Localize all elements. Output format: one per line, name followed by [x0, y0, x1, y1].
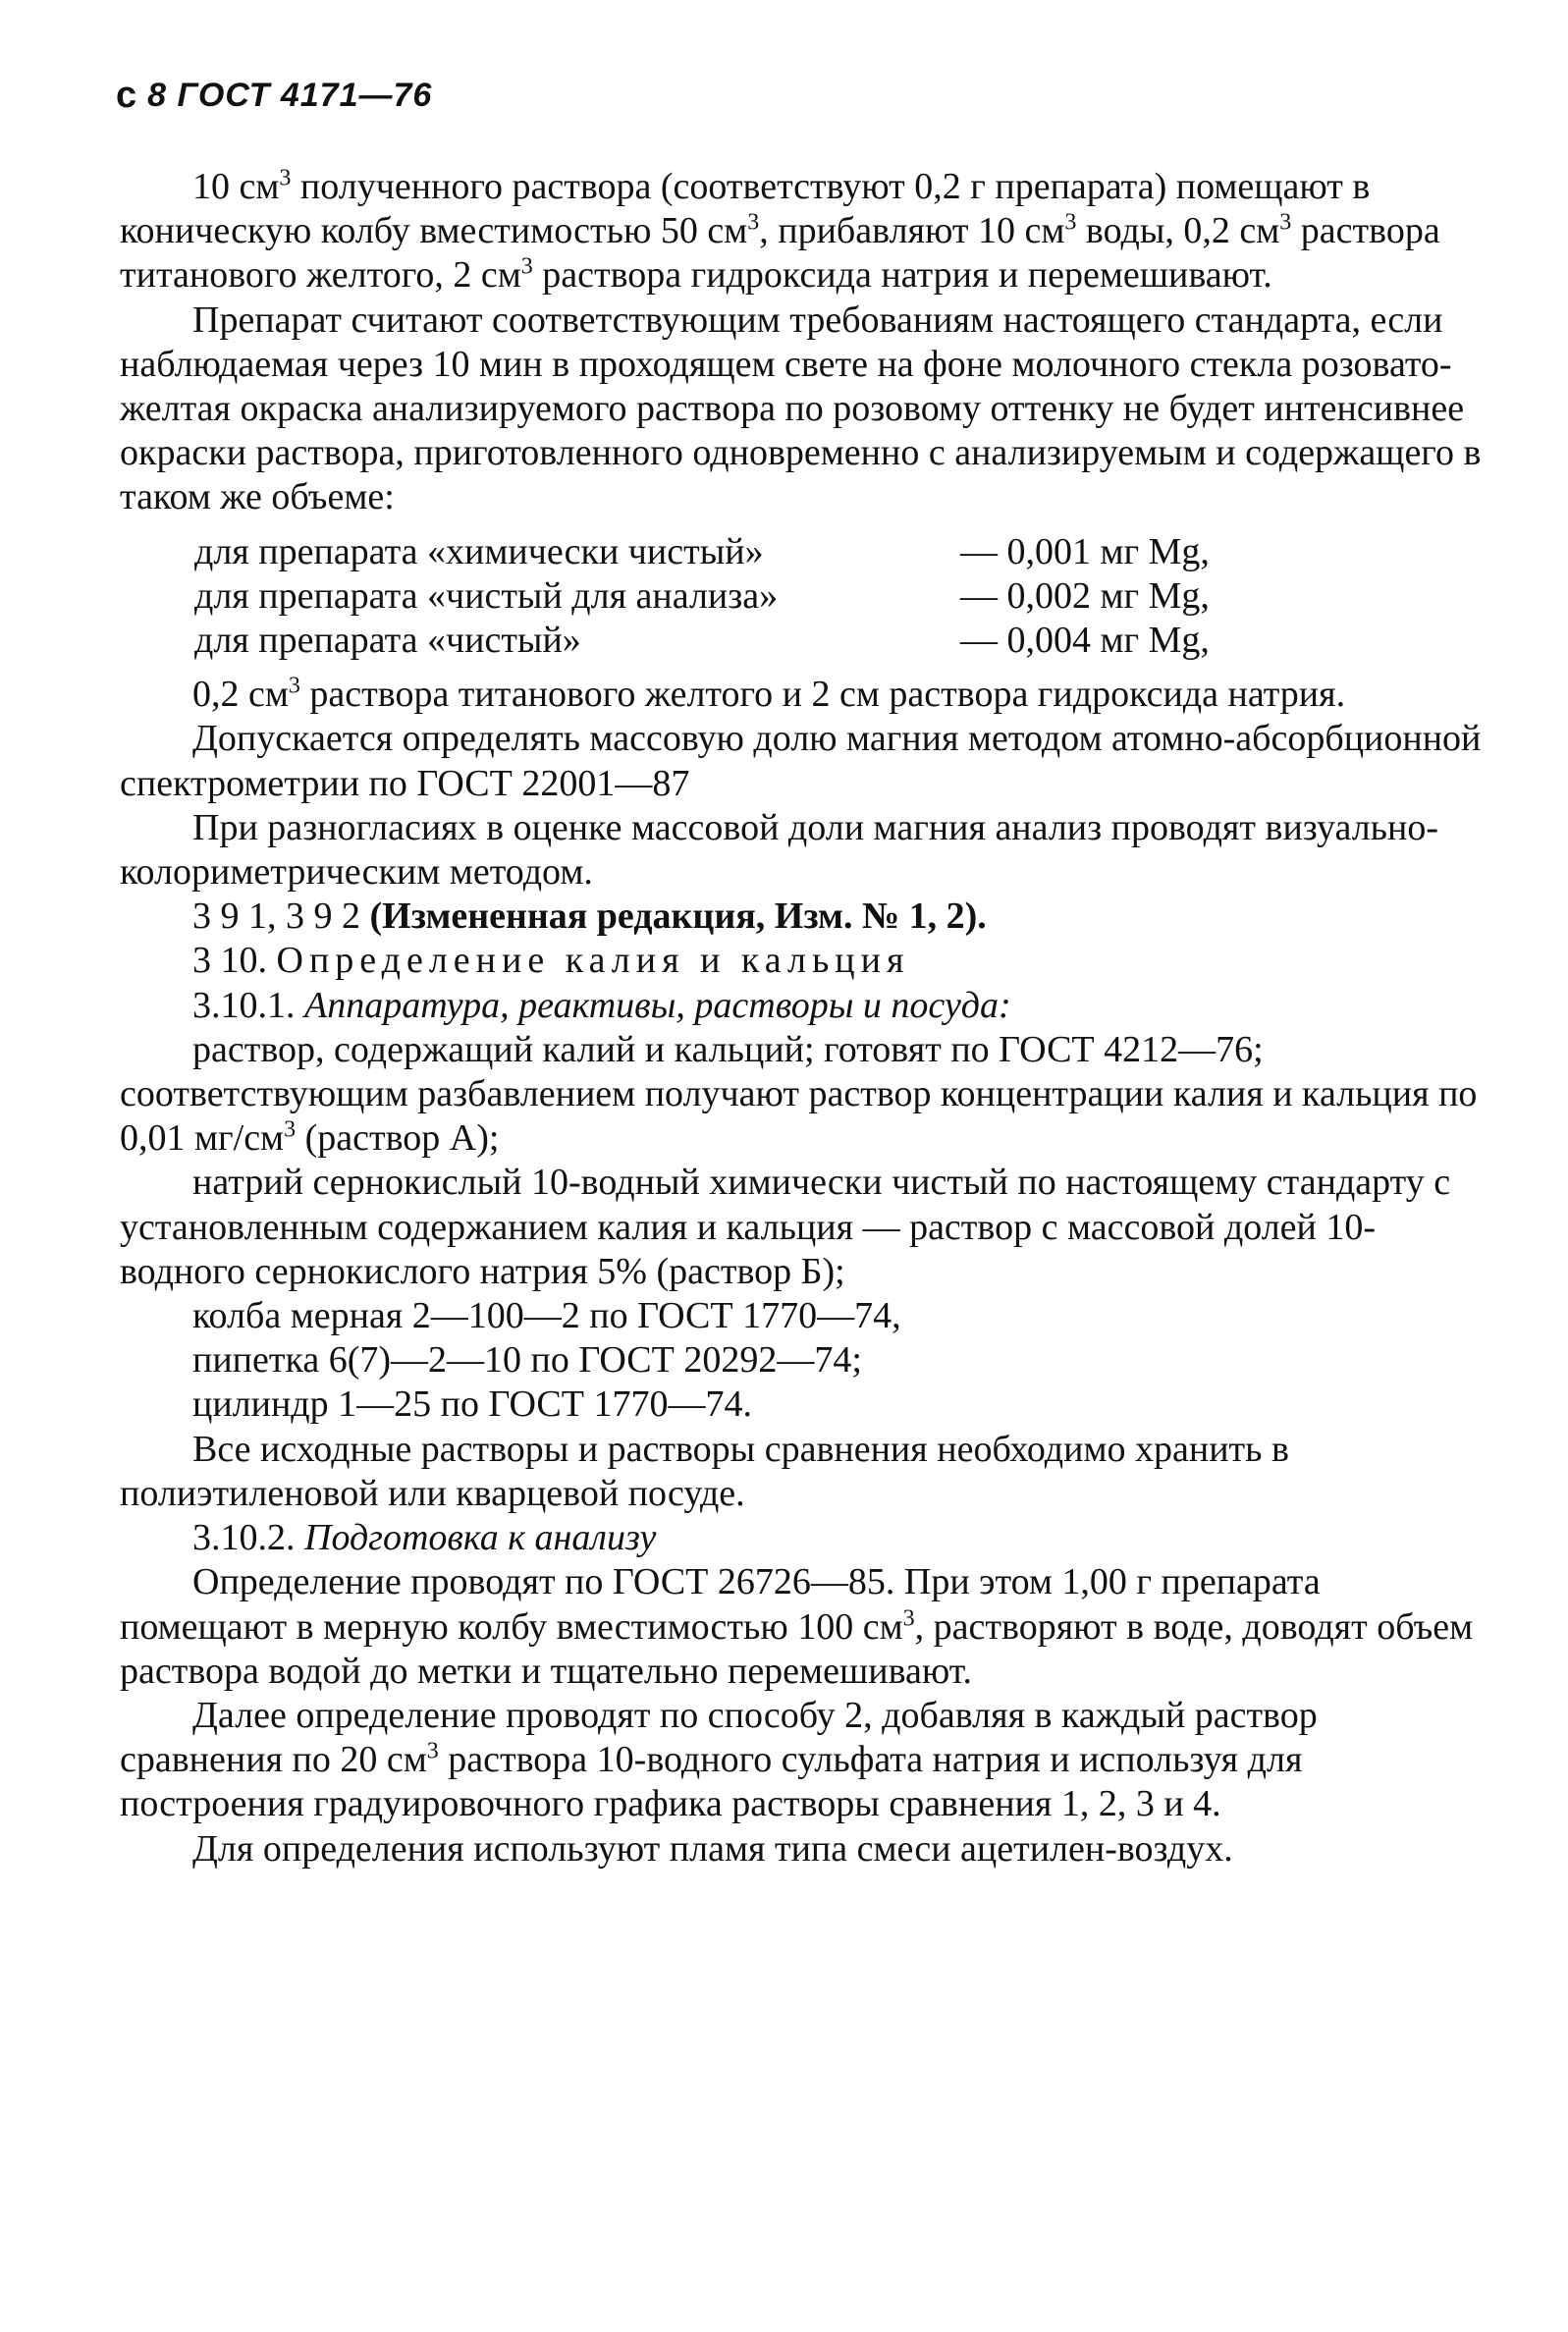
list-item: [194, 574, 1487, 619]
paragraph-9: [120, 1028, 1487, 1162]
section-number: 3 9 1, 3 9 2: [192, 895, 360, 938]
paragraph-18: Для определения используют пламя типа смеси ацетилен-воздух.: [192, 1827, 1233, 1870]
header-mark: с: [116, 75, 138, 116]
paragraph-3: [120, 673, 1487, 717]
p1-part-c: , прибавляют 10 см: [759, 210, 1065, 252]
p1-part-d: воды, 0,2 см: [1076, 210, 1280, 252]
p3-part-a: 0,2 см: [192, 674, 289, 716]
list-item-label: для препарата «чистый»: [194, 620, 581, 662]
paragraph-1: [120, 165, 1487, 298]
list-item-value: — 0,002 мг Mg,: [960, 574, 1210, 617]
p9-part-a: раствор, содержащий калий и кальций; готовят по ГОСТ 4212—76; соответствующим разбавлением получают раствор концентрации калия и кальция по 0,01 мг/см: [120, 1028, 1478, 1160]
section-title: Определение калия и кальция: [276, 940, 910, 982]
paragraph-8: [120, 984, 1487, 1028]
paragraph-2: Препарат считают соответствующим требованиям настоящего стандарта, если наблюдаемая через 10 мин в проходящем свете на фоне молочного стекла розовато-желтая окраска анализируемого раствора по розовому оттенку не будет интенсивнее окраски раствора, приготовленного одновременно с анализируемым и содержащего в таком же объеме:: [120, 298, 1482, 518]
p1-part-f: раствора гидроксида натрия и перемешивают.: [532, 254, 1272, 297]
paragraph-7: [120, 939, 1487, 983]
p3-part-b: раствора титанового желтого и 2 см раствора гидроксида натрия.: [299, 674, 1346, 716]
paragraph-17: [120, 1694, 1487, 1827]
list-item: [194, 619, 1487, 663]
limits-list: [194, 530, 1487, 664]
p3-sup: 3: [288, 673, 300, 699]
list-item-value: — 0,004 мг Mg,: [960, 620, 1210, 662]
p1-sup-1: 3: [279, 165, 292, 191]
p1-part-a: 10 см: [192, 166, 280, 207]
p16-part-b: , растворяют в воде, доводят объем раствора водой до метки и тщательно перемешивают.: [120, 1605, 1474, 1692]
paragraph-14: Все исходные растворы и растворы сравнения необходимо хранить в полиэтиленовой или кварцевой посуде.: [120, 1428, 1289, 1514]
p1-part-e: раствора титанового желтого, 2 см: [120, 210, 1440, 297]
paragraph-11: колба мерная 2—100—2 по ГОСТ 1770—74,: [192, 1295, 901, 1337]
p9-part-b: (раствор А);: [296, 1117, 500, 1160]
p17-part-b: раствора 10-водного сульфата натрия и используя для построения градуировочного графика растворы сравнения 1, 2, 3 и 4.: [120, 1739, 1303, 1825]
list-item-value: — 0,001 мг Mg,: [960, 530, 1210, 572]
p1-sup-2: 3: [747, 209, 760, 236]
subsection-title: Подготовка к анализу: [304, 1517, 657, 1559]
p1-sup-5: 3: [520, 253, 533, 280]
page-header: [116, 75, 432, 117]
paragraph-16: [120, 1560, 1487, 1694]
p1-sup-3: 3: [1064, 209, 1077, 236]
paragraph-6: [120, 895, 1487, 939]
header-text: 8 ГОСТ 4171—76: [147, 77, 433, 114]
section-number: 3.10.2.: [192, 1517, 296, 1559]
paragraph-12: пипетка 6(7)—2—10 по ГОСТ 20292—74;: [192, 1339, 862, 1382]
subsection-title: Аппаратура, реактивы, растворы и посуда:: [304, 984, 1011, 1026]
p17-sup: 3: [426, 1738, 439, 1764]
p1-sup-4: 3: [1279, 209, 1292, 236]
paragraph-15: [120, 1516, 1487, 1560]
p1-part-b: полученного раствора (соответствуют 0,2 г препарата) помещают в коническую колбу вместимостью 50 см: [120, 166, 1371, 252]
list-item-label: для препарата «чистый для анализа»: [194, 574, 779, 617]
paragraph-10: натрий сернокислый 10-водный химически чистый по настоящему стандарту с установленным содержанием калия и кальция — раствор с массовой долей 10-водного сернокислого натрия 5% (раствор Б);: [120, 1162, 1451, 1292]
list-item-label: для препарата «химически чистый»: [194, 530, 764, 572]
p17-part-a: Далее определение проводят по способу 2, добавляя в каждый раствор сравнения по 20 см: [120, 1694, 1318, 1781]
list-item: [194, 530, 1487, 574]
revision-note: (Измененная редакция, Изм. № 1, 2).: [369, 895, 987, 938]
body-text: [120, 165, 1487, 1871]
paragraph-5: При разногласиях в оценке массовой доли магния анализ проводят визуально-колориметрическим методом.: [120, 806, 1438, 894]
section-number: 3 10.: [192, 940, 267, 982]
paragraph-13: цилиндр 1—25 по ГОСТ 1770—74.: [192, 1383, 752, 1426]
p9-sup: 3: [284, 1116, 297, 1143]
p16-sup: 3: [902, 1604, 915, 1631]
p16-part-a: Определение проводят по ГОСТ 26726—85. При этом 1,00 г препарата помещают в мерную колбу вместимостью 100 см: [120, 1561, 1321, 1648]
paragraph-4: Допускается определять массовую долю магния методом атомно-абсорбционной спектрометрии по ГОСТ 22001—87: [120, 718, 1482, 804]
section-number: 3.10.1.: [192, 984, 296, 1026]
